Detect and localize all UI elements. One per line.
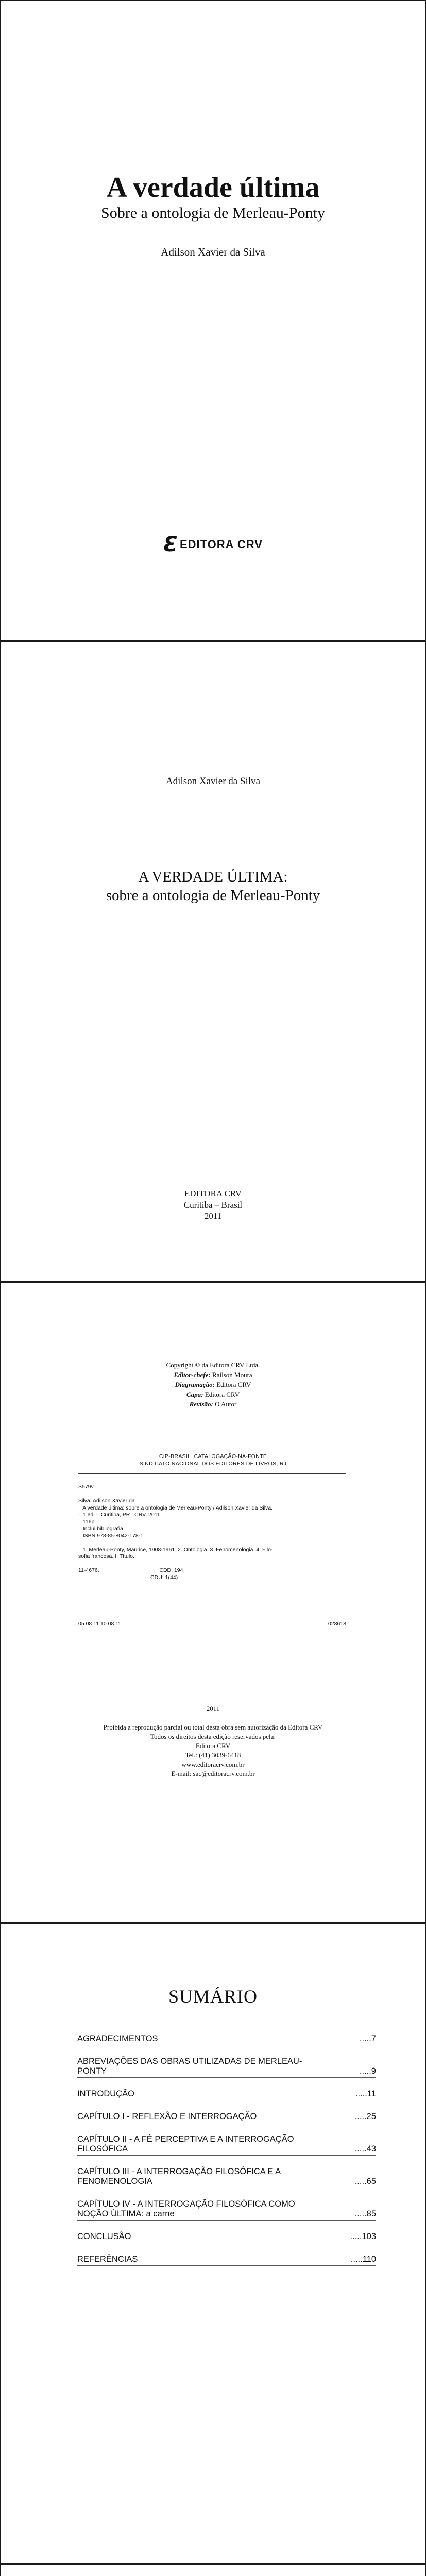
toc-entry (77, 2230, 376, 2243)
cip-line: S579v (78, 1484, 94, 1490)
rights-notice-line: Proibida a reprodução parcial ou total desta obra sem autorização da Editora CRV (103, 1723, 323, 1731)
toc-entry (77, 2087, 376, 2100)
credit-name: O Autor (215, 1400, 237, 1408)
cip-line: sofia francesa. I. Título. (78, 1553, 134, 1560)
cip-line: CDU: 1(44) (78, 1574, 178, 1581)
imprint-year: 2011 (204, 1211, 222, 1221)
toc-page-number: .....103 (350, 2232, 376, 2241)
cip-footer-number: 028618 (328, 1621, 346, 1627)
cip-line: – 1.ed. – Curitiba, PR : CRV, 2011. (78, 1512, 162, 1518)
cip-line: 11-4676. CDD: 194 (78, 1567, 183, 1573)
toc-entry-title: PONTY (77, 2066, 107, 2076)
toc-heading: SUMÁRIO (168, 1986, 258, 2007)
cip-footer-dates: 05.08.11 10.08.11 (78, 1621, 122, 1627)
publisher-logo-icon: Ɛ (163, 533, 178, 556)
cip-top-rule (78, 1473, 346, 1474)
rights-notice-line: www.editoracrv.com.br (181, 1760, 245, 1768)
toc-page-number: .....9 (359, 2066, 376, 2076)
credit-row (1, 1370, 425, 1380)
title-line-1: A VERDADE ÚLTIMA: (138, 869, 288, 885)
title-page-author: Adilson Xavier da Silva (165, 776, 261, 787)
toc-entry-row (77, 2112, 376, 2122)
toc-entry (77, 2132, 376, 2156)
cip-footer (78, 1621, 346, 1627)
toc-page-number: .....65 (354, 2177, 376, 2186)
toc-entry-title: INTRODUÇÃO (77, 2089, 134, 2098)
toc-entry-title-line: CAPÍTULO II - A FÉ PERCEPTIVA E A INTERROGAÇÃO (77, 2134, 294, 2144)
toc-entry-row (77, 2034, 376, 2044)
toc-page-number: .....43 (354, 2144, 376, 2154)
rights-notice-line: Editora CRV (195, 1742, 231, 1750)
book-author: Adilson Xavier da Silva (161, 246, 265, 258)
publisher-logo (1, 534, 425, 555)
rights-notice-line: Tel.: (41) 3039-6418 (185, 1751, 241, 1759)
toc-entry-title-line: ABREVIAÇÕES DAS OBRAS UTILIZADAS DE MERLEAU- (77, 2057, 302, 2066)
cip-header-line-2: SINDICATO NACIONAL DOS EDITORES DE LIVROS, RJ (139, 1461, 287, 1467)
toc-page-number: .....110 (350, 2255, 376, 2264)
title-page-title (1, 868, 425, 905)
toc-entry-row (77, 2177, 376, 2187)
rights-notice (1, 1704, 425, 1778)
cip-line: Silva, Adilson Xavier da (78, 1498, 135, 1504)
toc-entry-row (77, 2255, 376, 2264)
credit-row (1, 1380, 425, 1389)
toc-page (1, 1924, 425, 2563)
copyright-line: Copyright © da Editora CRV Ltda. (166, 1361, 260, 1369)
toc-entry (77, 2165, 376, 2188)
toc-entry (77, 2110, 376, 2123)
cip-line (78, 1491, 346, 1498)
book-title: A verdade última (106, 172, 320, 204)
credits-block (1, 1360, 425, 1409)
cip-header-line-1: CIP-BRASIL. CATALOGAÇÃO-NA-FONTE (159, 1453, 267, 1460)
credit-role: Diagramação: (175, 1381, 217, 1388)
toc-page-number: .....25 (354, 2112, 376, 2121)
rights-notice-line: Todos os direitos desta edição reservados pela: (150, 1733, 276, 1740)
toc-entry-row (77, 2232, 376, 2242)
acknowledgements-page (1, 2565, 425, 2576)
cip-line: 1. Merleau-Ponty, Maurice, 1908-1961. 2. Ontologia. 3. Fenomenologia. 4. Filo- (78, 1546, 273, 1553)
toc-entry-row (77, 2089, 376, 2099)
title-line-2: sobre a ontologia de Merleau-Ponty (106, 887, 320, 904)
cip-line: A verdade última: sobre a ontologia de Merleau-Ponty / Adilson Xavier da Silva. (78, 1504, 273, 1511)
toc-page-number: .....7 (359, 2034, 376, 2043)
toc-entry (77, 2252, 376, 2266)
toc-list (77, 2032, 376, 2275)
spacer (1, 1714, 425, 1723)
cip-line: Inclui bibliografia (78, 1526, 123, 1532)
cip-line (78, 1561, 346, 1568)
toc-entry-title: CONCLUSÃO (77, 2232, 131, 2241)
toc-entry-row (77, 2144, 376, 2154)
cip-line: ISBN 978-85-8042-178-1 (78, 1532, 144, 1539)
toc-entry-title: FILOSÓFICA (77, 2144, 128, 2154)
cover-page (1, 1, 425, 640)
rights-notice-line: E-mail: sac@editoracrv.com.br (171, 1770, 255, 1777)
credit-role: Revisão: (189, 1400, 215, 1408)
credit-role: Editor-chefe: (174, 1371, 213, 1379)
credit-name: Editora CRV (216, 1381, 251, 1388)
imprint-publisher: EDITORA CRV (184, 1189, 242, 1198)
credit-row (1, 1399, 425, 1409)
copyright-page (1, 1283, 425, 1922)
toc-entry (77, 2055, 376, 2078)
toc-page-number: .....85 (354, 2209, 376, 2218)
title-page (1, 642, 425, 1281)
toc-entry-title: FENOMENOLOGIA (77, 2177, 152, 2186)
book-subtitle: Sobre a ontologia de Merleau-Ponty (101, 205, 325, 222)
toc-entry-title: REFERÊNCIAS (77, 2255, 138, 2264)
credit-name: Editora CRV (205, 1391, 240, 1398)
toc-entry-row (77, 2209, 376, 2219)
toc-entry (77, 2032, 376, 2045)
toc-entry (77, 2197, 376, 2221)
credit-role: Capa: (186, 1391, 205, 1398)
toc-entry-title-line: CAPÍTULO III - A INTERROGAÇÃO FILOSÓFICA E A (77, 2167, 281, 2176)
publisher-logo-text: EDITORA CRV (179, 538, 263, 551)
rights-notice-line: 2011 (206, 1705, 220, 1713)
cip-record (78, 1484, 346, 1581)
toc-page-number: .....11 (355, 2089, 376, 2098)
credit-row (1, 1389, 425, 1399)
credit-name: Railson Moura (212, 1371, 252, 1379)
toc-entry-title: NOÇÃO ÚLTIMA: a carne (77, 2209, 175, 2218)
toc-entry-title: CAPÍTULO I - REFLEXÃO E INTERROGAÇÃO (77, 2112, 257, 2121)
toc-entry-row (77, 2066, 376, 2076)
cip-line: 116p. (78, 1518, 96, 1525)
cip-line (78, 1539, 346, 1547)
toc-entry-title-line: CAPÍTULO IV - A INTERROGAÇÃO FILOSÓFICA COMO (77, 2199, 295, 2209)
imprint-city: Curitiba – Brasil (183, 1200, 243, 1210)
toc-entry-title: AGRADECIMENTOS (77, 2034, 158, 2043)
cip-header (1, 1453, 425, 1467)
imprint (1, 1188, 425, 1222)
